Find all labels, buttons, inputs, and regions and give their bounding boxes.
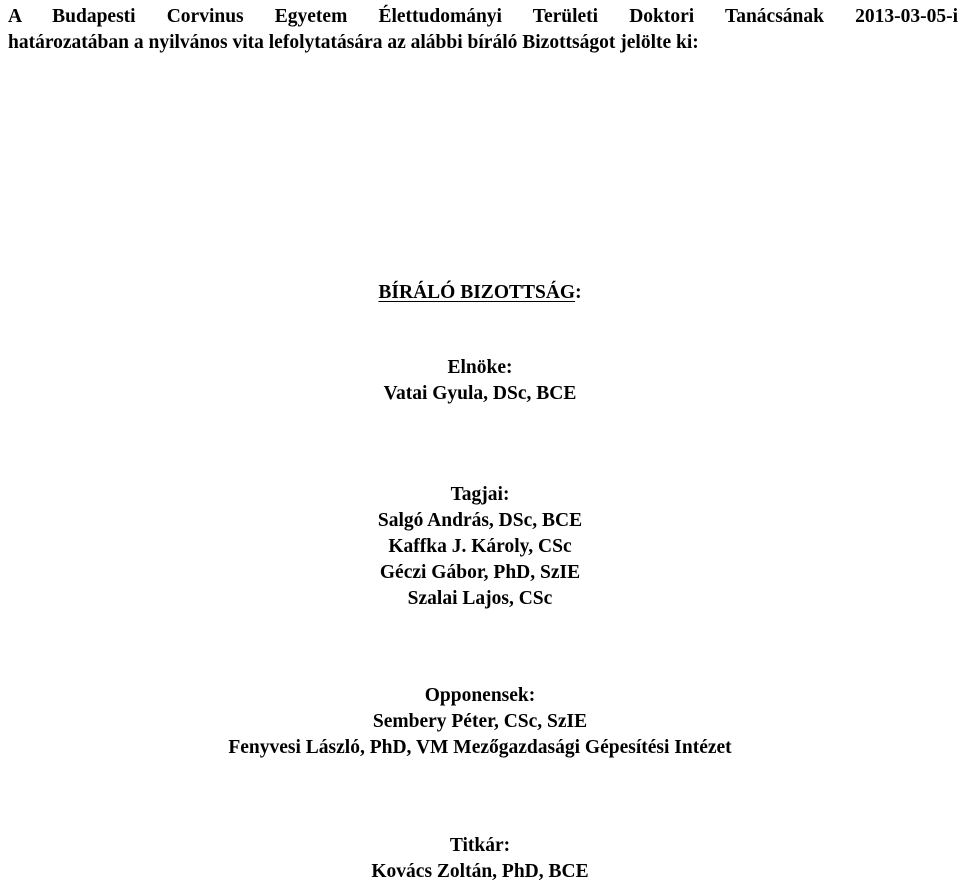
secretary-section: [0, 833, 960, 885]
member-name: Salgó András, DSc, BCE: [377, 510, 583, 531]
intro-line-2: határozatában a nyilvános vita lefolytatására az alábbi bíráló Bizottságot jelölte ki:: [8, 32, 699, 53]
intro-paragraph: [8, 4, 958, 56]
committee-heading-colon: :: [575, 282, 582, 303]
committee-heading: [0, 280, 960, 306]
member-name: Kaffka J. Károly, CSc: [388, 536, 572, 557]
chair-label: Elnöke:: [447, 357, 513, 378]
opponents-section: [0, 683, 960, 761]
opponents-label: Opponensek:: [424, 685, 536, 706]
secretary-name: Kovács Zoltán, PhD, BCE: [371, 861, 589, 882]
intro-line-1: A Budapesti Corvinus Egyetem Élettudományi Területi Doktori Tanácsának 2013-03-05-i: [8, 6, 958, 27]
members-label: Tagjai:: [450, 484, 510, 505]
chair-name: Vatai Gyula, DSc, BCE: [383, 383, 577, 404]
member-name: Szalai Lajos, CSc: [407, 588, 553, 609]
secretary-label: Titkár:: [449, 835, 511, 856]
members-section: [0, 482, 960, 612]
committee-heading-text: BÍRÁLÓ BIZOTTSÁG: [378, 282, 576, 303]
member-name: Géczi Gábor, PhD, SzIE: [379, 562, 581, 583]
opponent-name: Fenyvesi László, PhD, VM Mezőgazdasági Gépesítési Intézet: [228, 737, 732, 758]
chair-section: [0, 355, 960, 407]
opponent-name: Sembery Péter, CSc, SzIE: [372, 711, 588, 732]
